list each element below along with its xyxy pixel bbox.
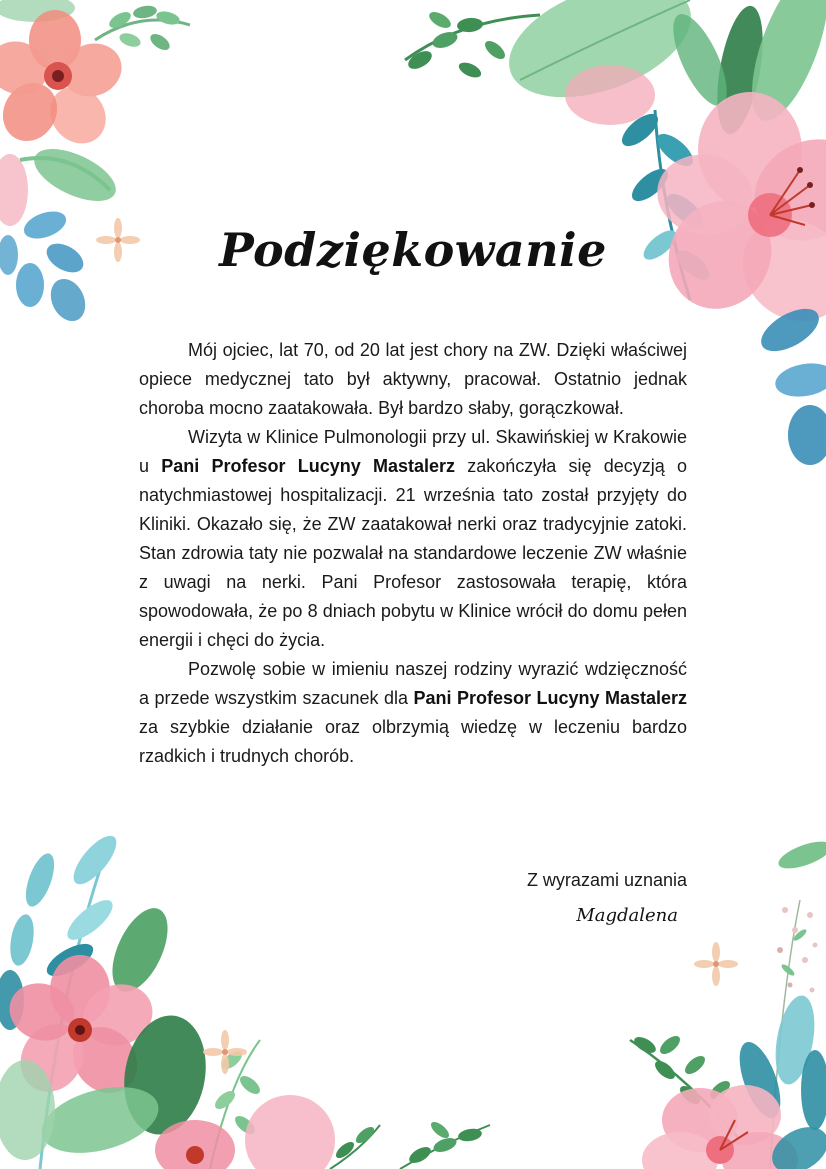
letter-body: [139, 336, 687, 771]
pink-flower-icon: [649, 92, 826, 342]
paragraph-2: [139, 423, 687, 655]
professor-name-bold: Pani Profesor Lucyny Mastalerz: [413, 688, 687, 708]
paragraph-3: [139, 655, 687, 771]
signature: Magdalena: [576, 905, 678, 926]
paragraph-3-text-before: Pozwolę sobie w imieniu naszej rodziny wyrazić wdzięczność a przede wszystkim szacunek dla: [139, 659, 687, 708]
paragraph-1-text: Mój ojciec, lat 70, od 20 lat jest chory na ZW. Dzięki właściwej opiece medycznej tato był aktywny, pracował. Ostatnio jednak choroba mocno zaatakowała. Był bardzo słaby, gorączkował.: [139, 340, 687, 418]
closing-phrase: Z wyrazami uznania: [526, 870, 687, 890]
professor-name-bold: Pani Profesor Lucyny Mastalerz: [161, 456, 455, 476]
paragraph-2-text-before: Wizyta w Klinice Pulmonologii przy ul. Skawińskiej w Krakowie u: [139, 427, 687, 476]
paragraph-1: [139, 336, 687, 423]
top-left-flowers-decoration: [0, 0, 190, 327]
page-title: Podziękowanie: [219, 222, 607, 277]
paragraph-2-text-after: zakończyła się decyzją o natychmiastowej hospitalizacji. 21 września tato został przyjęty do Kliniki. Okazało się, że ZW zaatakował nerki oraz tradycyjnie zatoki. Stan zdrowia taty nie pozwalał na standardowe leczenie ZW właśnie z uwagi na nerki. Pani Profesor zastosowała terapię, która spowodowała, że po 8 dniach pobytu w Klinice wrócił do domu pełen energii i chęci do życia.: [139, 456, 687, 650]
paragraph-3-text-after: za szybkie działanie oraz olbrzymią wiedzę w leczeniu bardzo rzadkich i trudnych chorób.: [139, 717, 687, 766]
